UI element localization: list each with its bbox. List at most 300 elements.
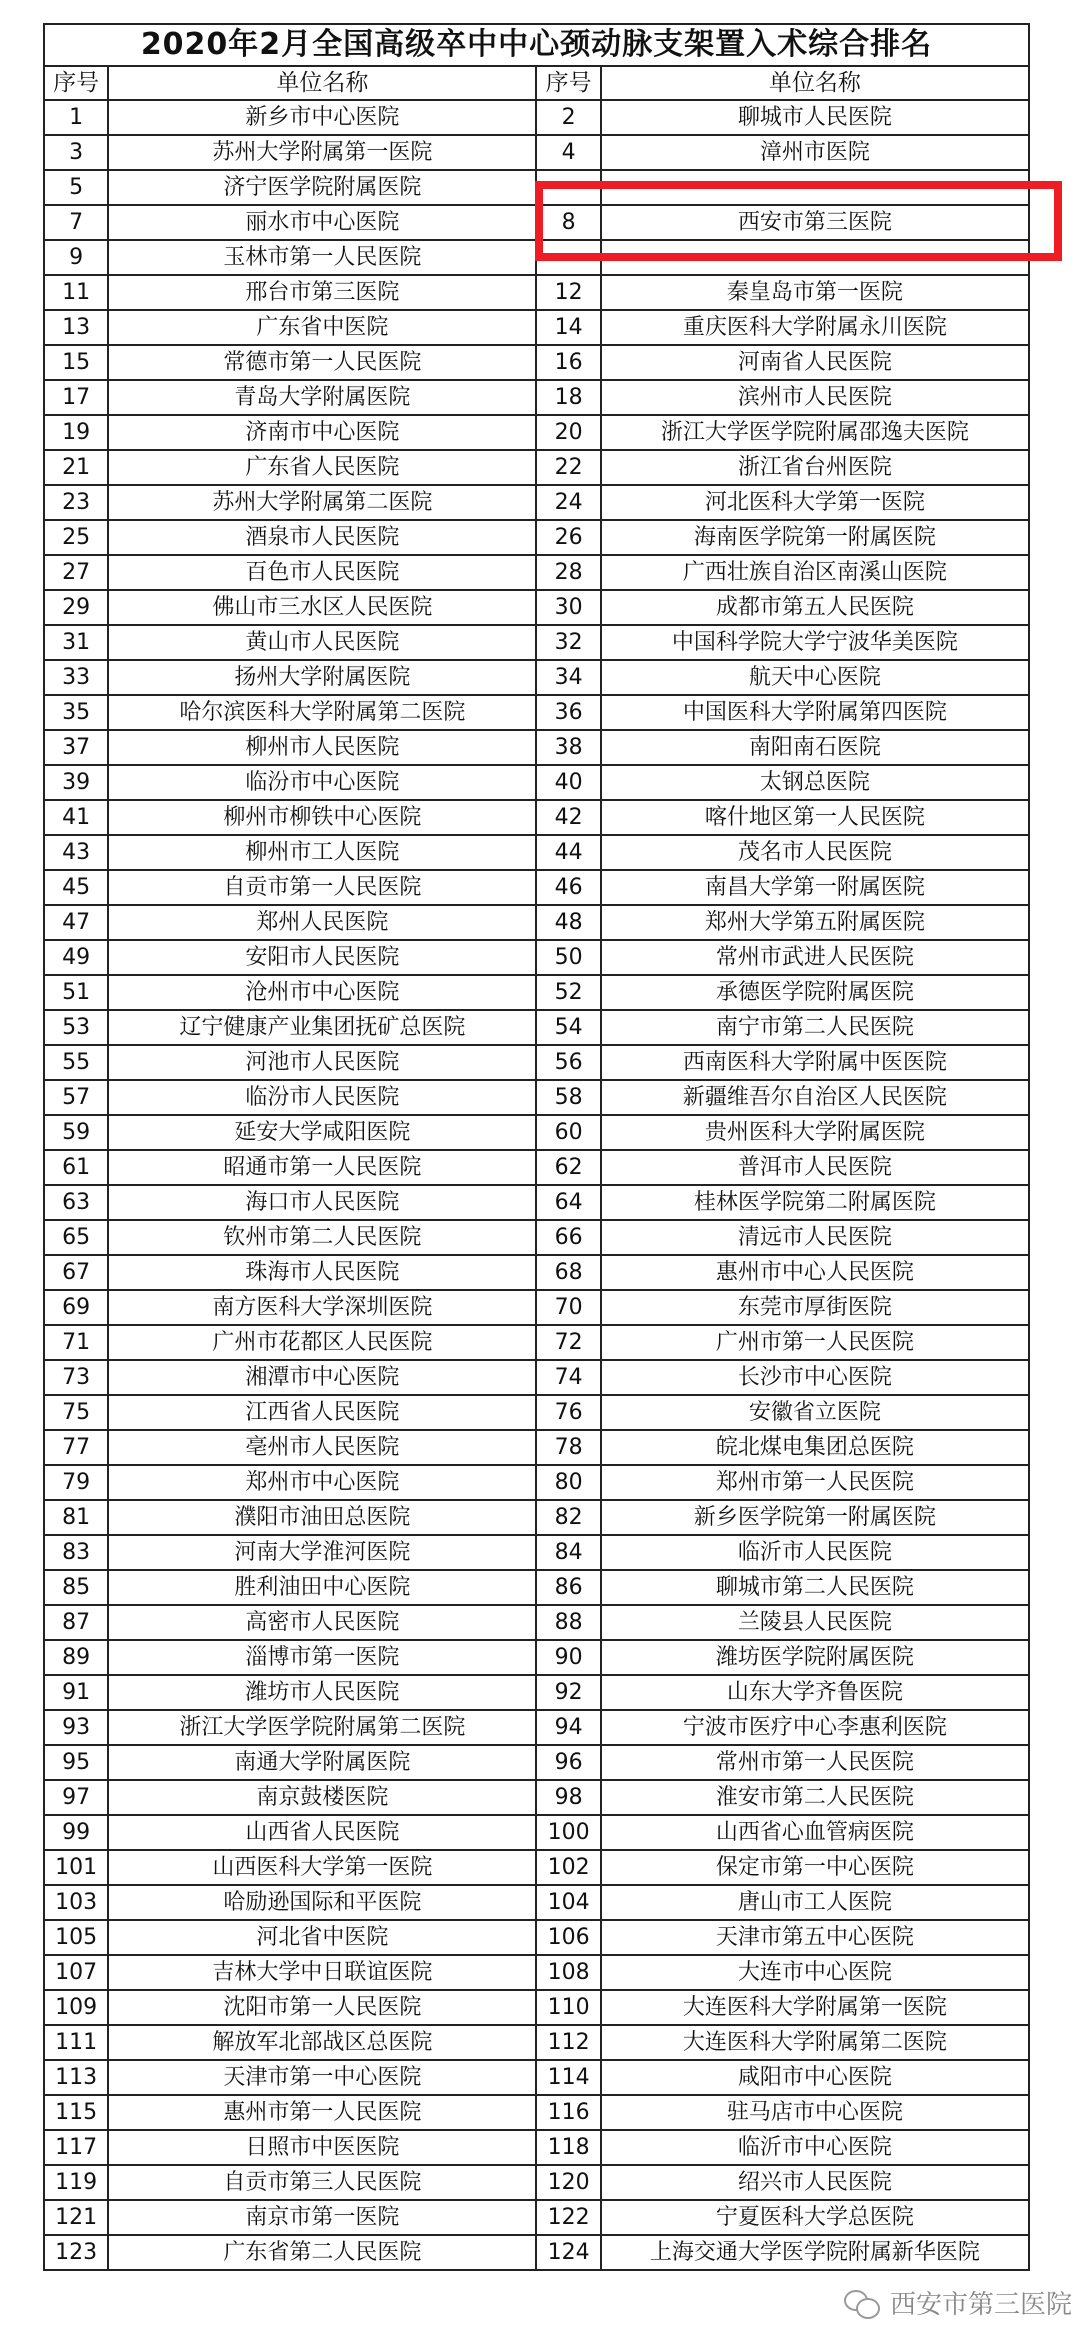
table-row — [44, 1325, 1029, 1360]
table-row — [44, 940, 1029, 975]
rank-cell: 72 — [536, 1325, 600, 1360]
hospital-cell: 潍坊市人民医院 — [108, 1675, 536, 1710]
rank-cell: 52 — [536, 975, 600, 1010]
hospital-cell: 天津市第五中心医院 — [601, 1920, 1029, 1955]
table-row — [44, 1360, 1029, 1395]
table-row — [44, 1535, 1029, 1570]
table-row — [44, 1500, 1029, 1535]
rank-cell: 71 — [44, 1325, 108, 1360]
table-row — [44, 730, 1029, 765]
table-row — [44, 1430, 1029, 1465]
rank-cell: 94 — [536, 1710, 600, 1745]
rank-cell: 41 — [44, 800, 108, 835]
rank-cell: 83 — [44, 1535, 108, 1570]
hospital-cell: 成都市第五人民医院 — [601, 590, 1029, 625]
ranking-table-container — [43, 23, 1030, 2271]
hospital-cell: 西南医科大学附属中医医院 — [601, 1045, 1029, 1080]
rank-cell: 102 — [536, 1850, 600, 1885]
hospital-cell: 海口市人民医院 — [108, 1185, 536, 1220]
rank-cell: 11 — [44, 275, 108, 310]
rank-cell: 74 — [536, 1360, 600, 1395]
watermark-text: 西安市第三医院 — [889, 2290, 1072, 2320]
hospital-cell: 沈阳市第一人民医院 — [108, 1990, 536, 2025]
rank-cell: 51 — [44, 975, 108, 1010]
table-row — [44, 1990, 1029, 2025]
hospital-cell: 河南大学淮河医院 — [108, 1535, 536, 1570]
rank-cell: 17 — [44, 380, 108, 415]
hospital-cell: 聊城市第二人民医院 — [601, 1570, 1029, 1605]
rank-cell: 86 — [536, 1570, 600, 1605]
hospital-cell: 浙江省台州医院 — [601, 450, 1029, 485]
hospital-cell: 柳州市工人医院 — [108, 835, 536, 870]
rank-cell: 3 — [44, 135, 108, 170]
hospital-cell: 郑州市中心医院 — [108, 1465, 536, 1500]
hospital-cell: 黄山市人民医院 — [108, 625, 536, 660]
hospital-cell: 聊城市人民医院 — [601, 100, 1029, 135]
hospital-cell: 酒泉市人民医院 — [108, 520, 536, 555]
rank-cell: 99 — [44, 1815, 108, 1850]
table-row — [44, 1115, 1029, 1150]
rank-cell: 47 — [44, 905, 108, 940]
rank-cell: 115 — [44, 2095, 108, 2130]
hospital-cell: 山东大学齐鲁医院 — [601, 1675, 1029, 1710]
table-row — [44, 1395, 1029, 1430]
rank-cell: 80 — [536, 1465, 600, 1500]
rank-cell: 107 — [44, 1955, 108, 1990]
rank-cell: 111 — [44, 2025, 108, 2060]
rank-cell: 33 — [44, 660, 108, 695]
hospital-cell: 南通大学附属医院 — [108, 1745, 536, 1780]
table-row — [44, 870, 1029, 905]
rank-cell: 43 — [44, 835, 108, 870]
hospital-cell: 郑州市第一人民医院 — [601, 1465, 1029, 1500]
hospital-cell: 西安市第三医院 — [601, 205, 1029, 240]
table-row — [44, 520, 1029, 555]
hospital-cell: 百色市人民医院 — [108, 555, 536, 590]
rank-cell: 1 — [44, 100, 108, 135]
table-row — [44, 2060, 1029, 2095]
hospital-cell: 临沂市人民医院 — [601, 1535, 1029, 1570]
hospital-cell: 浙江大学医学院附属邵逸夫医院 — [601, 415, 1029, 450]
hospital-cell: 广州市第一人民医院 — [601, 1325, 1029, 1360]
hospital-cell: 淄博市第一医院 — [108, 1640, 536, 1675]
hospital-cell: 河北省中医院 — [108, 1920, 536, 1955]
rank-cell: 28 — [536, 555, 600, 590]
hospital-cell: 长沙市中心医院 — [601, 1360, 1029, 1395]
table-row — [44, 1080, 1029, 1115]
rank-cell: 85 — [44, 1570, 108, 1605]
rank-cell: 40 — [536, 765, 600, 800]
hospital-cell: 航天中心医院 — [601, 660, 1029, 695]
hospital-cell: 清远市人民医院 — [601, 1220, 1029, 1255]
rank-cell: 31 — [44, 625, 108, 660]
rank-cell: 96 — [536, 1745, 600, 1780]
hospital-cell: 丽水市中心医院 — [108, 205, 536, 240]
table-row — [44, 1815, 1029, 1850]
hospital-cell: 茂名市人民医院 — [601, 835, 1029, 870]
wechat-icon — [844, 2288, 880, 2318]
hospital-cell: 新疆维吾尔自治区人民医院 — [601, 1080, 1029, 1115]
rank-cell: 90 — [536, 1640, 600, 1675]
rank-cell: 5 — [44, 170, 108, 205]
rank-cell: 82 — [536, 1500, 600, 1535]
column-header-hospital: 单位名称 — [108, 66, 536, 100]
hospital-cell: 山西医科大学第一医院 — [108, 1850, 536, 1885]
rank-cell: 44 — [536, 835, 600, 870]
table-row — [44, 905, 1029, 940]
rank-cell: 114 — [536, 2060, 600, 2095]
hospital-cell: 常州市武进人民医院 — [601, 940, 1029, 975]
table-row — [44, 2235, 1029, 2270]
hospital-cell: 南京鼓楼医院 — [108, 1780, 536, 1815]
hospital-cell: 自贡市第一人民医院 — [108, 870, 536, 905]
table-row — [44, 1745, 1029, 1780]
hospital-cell: 广东省人民医院 — [108, 450, 536, 485]
hospital-cell: 南京市第一医院 — [108, 2200, 536, 2235]
table-row — [44, 1220, 1029, 1255]
rank-cell: 46 — [536, 870, 600, 905]
table-row — [44, 2130, 1029, 2165]
rank-cell: 91 — [44, 1675, 108, 1710]
rank-cell: 21 — [44, 450, 108, 485]
hospital-cell: 河北医科大学第一医院 — [601, 485, 1029, 520]
rank-cell: 14 — [536, 310, 600, 345]
table-row — [44, 2025, 1029, 2060]
hospital-cell: 钦州市第二人民医院 — [108, 1220, 536, 1255]
table-row — [44, 1570, 1029, 1605]
hospital-cell: 咸阳市中心医院 — [601, 2060, 1029, 2095]
hospital-cell: 辽宁健康产业集团抚矿总医院 — [108, 1010, 536, 1045]
hospital-cell: 新乡医学院第一附属医院 — [601, 1500, 1029, 1535]
table-row — [44, 345, 1029, 380]
rank-cell: 30 — [536, 590, 600, 625]
hospital-cell: 滨州市人民医院 — [601, 380, 1029, 415]
rank-cell: 26 — [536, 520, 600, 555]
table-row — [44, 1955, 1029, 1990]
rank-cell: 4 — [536, 135, 600, 170]
rank-cell: 67 — [44, 1255, 108, 1290]
rank-cell: 15 — [44, 345, 108, 380]
hospital-cell: 济宁医学院附属医院 — [108, 170, 536, 205]
rank-cell: 104 — [536, 1885, 600, 1920]
hospital-cell: 佛山市三水区人民医院 — [108, 590, 536, 625]
hospital-cell: 延安大学咸阳医院 — [108, 1115, 536, 1150]
table-row — [44, 695, 1029, 730]
table-row — [44, 1710, 1029, 1745]
page-title: 2020年2月全国高级卒中中心颈动脉支架置入术综合排名 — [44, 24, 1029, 66]
rank-cell: 122 — [536, 2200, 600, 2235]
rank-cell: 35 — [44, 695, 108, 730]
table-row — [44, 1850, 1029, 1885]
rank-cell: 89 — [44, 1640, 108, 1675]
rank-cell: 29 — [44, 590, 108, 625]
table-row — [44, 1780, 1029, 1815]
hospital-cell: 河南省人民医院 — [601, 345, 1029, 380]
rank-cell: 69 — [44, 1290, 108, 1325]
rank-cell: 76 — [536, 1395, 600, 1430]
hospital-cell: 广州市花都区人民医院 — [108, 1325, 536, 1360]
hospital-cell: 济南市中心医院 — [108, 415, 536, 450]
table-row — [44, 975, 1029, 1010]
hospital-cell: 保定市第一中心医院 — [601, 1850, 1029, 1885]
hospital-cell: 哈励逊国际和平医院 — [108, 1885, 536, 1920]
table-row — [44, 1255, 1029, 1290]
hospital-cell: 南方医科大学深圳医院 — [108, 1290, 536, 1325]
rank-cell: 34 — [536, 660, 600, 695]
table-row — [44, 1640, 1029, 1675]
rank-cell: 106 — [536, 1920, 600, 1955]
rank-cell: 112 — [536, 2025, 600, 2060]
rank-cell: 81 — [44, 1500, 108, 1535]
hospital-cell: 漳州市医院 — [601, 135, 1029, 170]
table-row — [44, 485, 1029, 520]
rank-cell: 79 — [44, 1465, 108, 1500]
rank-cell: 95 — [44, 1745, 108, 1780]
hospital-cell: 东莞市厚街医院 — [601, 1290, 1029, 1325]
column-header-rank: 序号 — [536, 66, 600, 100]
rank-cell: 108 — [536, 1955, 600, 1990]
rank-cell: 68 — [536, 1255, 600, 1290]
rank-cell: 97 — [44, 1780, 108, 1815]
table-header-row — [44, 66, 1029, 100]
rank-cell: 123 — [44, 2235, 108, 2270]
hospital-cell: 南昌大学第一附属医院 — [601, 870, 1029, 905]
rank-cell: 9 — [44, 240, 108, 275]
table-row — [44, 1675, 1029, 1710]
rank-cell: 48 — [536, 905, 600, 940]
rank-cell: 13 — [44, 310, 108, 345]
hospital-cell: 上海交通大学医学院附属新华医院 — [601, 2235, 1029, 2270]
rank-cell: 116 — [536, 2095, 600, 2130]
hospital-cell: 大连市中心医院 — [601, 1955, 1029, 1990]
table-row — [44, 2200, 1029, 2235]
hospital-cell: 临汾市中心医院 — [108, 765, 536, 800]
rank-cell: 8 — [536, 205, 600, 240]
hospital-cell: 重庆医科大学附属永川医院 — [601, 310, 1029, 345]
rank-cell: 84 — [536, 1535, 600, 1570]
hospital-cell: 日照市中医医院 — [108, 2130, 536, 2165]
hospital-cell: 唐山市工人医院 — [601, 1885, 1029, 1920]
hospital-cell: 驻马店市中心医院 — [601, 2095, 1029, 2130]
rank-cell: 103 — [44, 1885, 108, 1920]
table-row — [44, 835, 1029, 870]
table-row — [44, 310, 1029, 345]
hospital-cell: 大连医科大学附属第二医院 — [601, 2025, 1029, 2060]
hospital-cell: 中国医科大学附属第四医院 — [601, 695, 1029, 730]
rank-cell: 45 — [44, 870, 108, 905]
rank-cell: 75 — [44, 1395, 108, 1430]
hospital-cell: 天津市第一中心医院 — [108, 2060, 536, 2095]
rank-cell: 92 — [536, 1675, 600, 1710]
hospital-cell: 沧州市中心医院 — [108, 975, 536, 1010]
rank-cell: 121 — [44, 2200, 108, 2235]
hospital-cell: 吉林大学中日联谊医院 — [108, 1955, 536, 1990]
rank-cell: 39 — [44, 765, 108, 800]
table-row — [44, 800, 1029, 835]
hospital-cell: 哈尔滨医科大学附属第二医院 — [108, 695, 536, 730]
table-row — [44, 765, 1029, 800]
table-row — [44, 1185, 1029, 1220]
rank-cell: 36 — [536, 695, 600, 730]
hospital-cell: 惠州市中心人民医院 — [601, 1255, 1029, 1290]
hospital-cell: 苏州大学附属第一医院 — [108, 135, 536, 170]
table-row — [44, 2165, 1029, 2200]
rank-cell: 66 — [536, 1220, 600, 1255]
rank-cell: 54 — [536, 1010, 600, 1045]
hospital-cell: 贵州医科大学附属医院 — [601, 1115, 1029, 1150]
highlight-box — [535, 181, 1062, 261]
rank-cell: 61 — [44, 1150, 108, 1185]
rank-cell: 22 — [536, 450, 600, 485]
hospital-cell: 浙江大学医学院附属第二医院 — [108, 1710, 536, 1745]
hospital-cell: 郑州大学第五附属医院 — [601, 905, 1029, 940]
hospital-cell: 高密市人民医院 — [108, 1605, 536, 1640]
hospital-cell: 邢台市第三医院 — [108, 275, 536, 310]
rank-cell: 109 — [44, 1990, 108, 2025]
hospital-cell: 湘潭市中心医院 — [108, 1360, 536, 1395]
hospital-cell: 承德医学院附属医院 — [601, 975, 1029, 1010]
table-row — [44, 590, 1029, 625]
hospital-cell: 山西省人民医院 — [108, 1815, 536, 1850]
rank-cell: 38 — [536, 730, 600, 765]
rank-cell: 110 — [536, 1990, 600, 2025]
hospital-cell: 安阳市人民医院 — [108, 940, 536, 975]
rank-cell: 113 — [44, 2060, 108, 2095]
table-row — [44, 660, 1029, 695]
hospital-cell: 柳州市人民医院 — [108, 730, 536, 765]
rank-cell: 60 — [536, 1115, 600, 1150]
hospital-cell: 昭通市第一人民医院 — [108, 1150, 536, 1185]
column-header-rank: 序号 — [44, 66, 108, 100]
table-row — [44, 1605, 1029, 1640]
hospital-cell: 江西省人民医院 — [108, 1395, 536, 1430]
rank-cell: 63 — [44, 1185, 108, 1220]
rank-cell: 16 — [536, 345, 600, 380]
rank-cell: 58 — [536, 1080, 600, 1115]
table-row — [44, 1010, 1029, 1045]
hospital-cell: 绍兴市人民医院 — [601, 2165, 1029, 2200]
hospital-cell: 广东省第二人民医院 — [108, 2235, 536, 2270]
rank-cell: 20 — [536, 415, 600, 450]
rank-cell: 101 — [44, 1850, 108, 1885]
rank-cell: 2 — [536, 100, 600, 135]
rank-cell: 19 — [44, 415, 108, 450]
table-row — [44, 100, 1029, 135]
table-row — [44, 1920, 1029, 1955]
rank-cell: 42 — [536, 800, 600, 835]
rank-cell: 62 — [536, 1150, 600, 1185]
hospital-cell: 兰陵县人民医院 — [601, 1605, 1029, 1640]
ranking-table — [43, 23, 1030, 2271]
hospital-cell: 扬州大学附属医院 — [108, 660, 536, 695]
rank-cell: 53 — [44, 1010, 108, 1045]
hospital-cell: 自贡市第三人民医院 — [108, 2165, 536, 2200]
hospital-cell: 解放军北部战区总医院 — [108, 2025, 536, 2060]
rank-cell: 56 — [536, 1045, 600, 1080]
rank-cell: 93 — [44, 1710, 108, 1745]
hospital-cell: 安徽省立医院 — [601, 1395, 1029, 1430]
watermark — [844, 2284, 1072, 2321]
rank-cell: 70 — [536, 1290, 600, 1325]
hospital-cell: 南宁市第二人民医院 — [601, 1010, 1029, 1045]
hospital-cell: 青岛大学附属医院 — [108, 380, 536, 415]
table-row — [44, 625, 1029, 660]
hospital-cell: 亳州市人民医院 — [108, 1430, 536, 1465]
rank-cell: 57 — [44, 1080, 108, 1115]
table-row — [44, 555, 1029, 590]
hospital-cell: 秦皇岛市第一医院 — [601, 275, 1029, 310]
rank-cell: 59 — [44, 1115, 108, 1150]
rank-cell: 25 — [44, 520, 108, 555]
rank-cell: 64 — [536, 1185, 600, 1220]
table-row — [44, 1465, 1029, 1500]
table-row — [44, 1290, 1029, 1325]
rank-cell: 73 — [44, 1360, 108, 1395]
hospital-cell: 海南医学院第一附属医院 — [601, 520, 1029, 555]
hospital-cell: 宁波市医疗中心李惠利医院 — [601, 1710, 1029, 1745]
hospital-cell: 常州市第一人民医院 — [601, 1745, 1029, 1780]
hospital-cell: 潍坊医学院附属医院 — [601, 1640, 1029, 1675]
hospital-cell: 宁夏医科大学总医院 — [601, 2200, 1029, 2235]
table-row — [44, 415, 1029, 450]
hospital-cell: 广西壮族自治区南溪山医院 — [601, 555, 1029, 590]
column-header-hospital: 单位名称 — [601, 66, 1029, 100]
rank-cell: 27 — [44, 555, 108, 590]
hospital-cell: 柳州市柳铁中心医院 — [108, 800, 536, 835]
hospital-cell: 中国科学院大学宁波华美医院 — [601, 625, 1029, 660]
hospital-cell: 广东省中医院 — [108, 310, 536, 345]
hospital-cell: 南阳南石医院 — [601, 730, 1029, 765]
rank-cell: 24 — [536, 485, 600, 520]
hospital-cell: 喀什地区第一人民医院 — [601, 800, 1029, 835]
table-row — [44, 2095, 1029, 2130]
table-row — [44, 1150, 1029, 1185]
hospital-cell: 濮阳市油田总医院 — [108, 1500, 536, 1535]
rank-cell: 98 — [536, 1780, 600, 1815]
rank-cell: 18 — [536, 380, 600, 415]
rank-cell: 87 — [44, 1605, 108, 1640]
hospital-cell: 新乡市中心医院 — [108, 100, 536, 135]
hospital-cell: 大连医科大学附属第一医院 — [601, 1990, 1029, 2025]
rank-cell: 55 — [44, 1045, 108, 1080]
hospital-cell: 普洱市人民医院 — [601, 1150, 1029, 1185]
rank-cell: 78 — [536, 1430, 600, 1465]
rank-cell: 23 — [44, 485, 108, 520]
rank-cell: 88 — [536, 1605, 600, 1640]
hospital-cell: 惠州市第一人民医院 — [108, 2095, 536, 2130]
rank-cell: 77 — [44, 1430, 108, 1465]
rank-cell: 100 — [536, 1815, 600, 1850]
rank-cell: 49 — [44, 940, 108, 975]
hospital-cell: 桂林医学院第二附属医院 — [601, 1185, 1029, 1220]
hospital-cell: 郑州人民医院 — [108, 905, 536, 940]
rank-cell: 105 — [44, 1920, 108, 1955]
hospital-cell: 胜利油田中心医院 — [108, 1570, 536, 1605]
rank-cell: 119 — [44, 2165, 108, 2200]
table-row — [44, 380, 1029, 415]
table-row — [44, 275, 1029, 310]
hospital-cell: 临汾市人民医院 — [108, 1080, 536, 1115]
rank-cell: 7 — [44, 205, 108, 240]
table-row — [44, 1045, 1029, 1080]
rank-cell: 124 — [536, 2235, 600, 2270]
rank-cell: 117 — [44, 2130, 108, 2165]
hospital-cell: 皖北煤电集团总医院 — [601, 1430, 1029, 1465]
hospital-cell: 临沂市中心医院 — [601, 2130, 1029, 2165]
table-row — [44, 135, 1029, 170]
hospital-cell: 常德市第一人民医院 — [108, 345, 536, 380]
rank-cell: 12 — [536, 275, 600, 310]
